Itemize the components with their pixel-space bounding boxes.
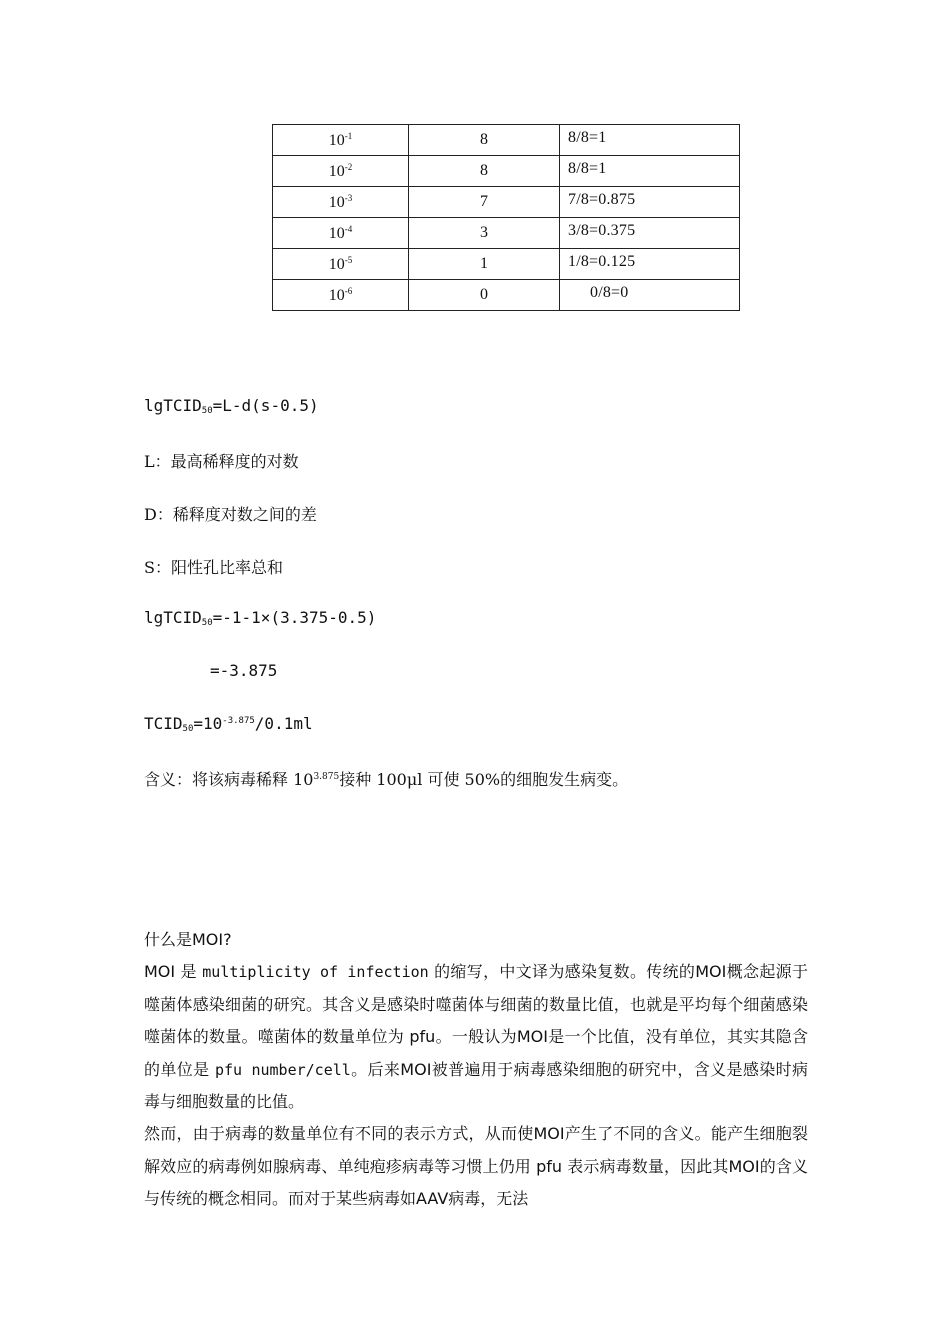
ratio-cell: 1/8=0.125 — [560, 249, 740, 280]
ratio-cell: 7/8=0.875 — [560, 187, 740, 218]
formula-line: lgTCID$_{50}$=L-d(s-0.5) — [144, 396, 319, 416]
definition-s: S：阳性孔比率总和 — [144, 558, 283, 577]
ratio-cell: 8/8=1 — [560, 156, 740, 187]
table-row — [273, 187, 740, 218]
dilution-cell: $10^{-5}$ — [273, 249, 409, 280]
positive-count-cell: 0 — [409, 280, 560, 311]
table-row — [273, 218, 740, 249]
table-row — [273, 249, 740, 280]
ratio-cell: 3/8=0.375 — [560, 218, 740, 249]
tcid50-result: $TCID_{50}=10^{-3.875}/0.1ml$ — [144, 714, 313, 734]
moi-paragraph-1: MOI 是 multiplicity of infection 的缩写，中文译为感染复数。传统的MOI概念起源于噬菌体感染细菌的研究。其含义是感染时噬菌体与细菌的数量比值，也就是平均每个细菌感染噬菌体的数量。噬菌体的数量单位为 pfu。一般认为MOI是一个比值，没有单位，其实其隐含的单位是 pfu number/cell。后来MOI被普遍用于病毒感染细胞的研究中，含义是感染时病毒与细胞数量的比值。 — [144, 962, 808, 1112]
dilution-cell: $10^{-1}$ — [273, 125, 409, 156]
moi-paragraph-2: 然而，由于病毒的数量单位有不同的表示方式，从而使MOI产生了不同的含义。能产生细胞裂解效应的病毒例如腺病毒、单纯疱疹病毒等习惯上仍用 pfu 表示病毒数量，因此其MOI的含义与传统的概念相同。而对于某些病毒如AAV病毒，无法 — [144, 1124, 808, 1209]
calculation-line: lgTCID$_{50}$=-1-1×(3.375-0.5) — [144, 608, 377, 628]
positive-count-cell: 8 — [409, 125, 560, 156]
moi-section — [144, 924, 808, 1216]
positive-count-cell: 3 — [409, 218, 560, 249]
dilution-cell: $10^{-2}$ — [273, 156, 409, 187]
positive-count-cell: 1 — [409, 249, 560, 280]
dilution-cell: $10^{-3}$ — [273, 187, 409, 218]
dilution-cell: $10^{-4}$ — [273, 218, 409, 249]
calculation-result: =-3.875 — [210, 661, 278, 680]
positive-count-cell: 7 — [409, 187, 560, 218]
definition-l: L：最高稀释度的对数 — [144, 452, 299, 471]
positive-count-cell: 8 — [409, 156, 560, 187]
moi-heading: 什么是MOI? — [144, 930, 232, 949]
meaning-line: 含义：将该病毒稀释 $10^{3.875}$接种 100μl 可使 50%的细胞发生病变。 — [144, 770, 629, 789]
table-row — [273, 280, 740, 311]
table-row — [273, 156, 740, 187]
dilution-cell: $10^{-6}$ — [273, 280, 409, 311]
ratio-cell: 8/8=1 — [560, 125, 740, 156]
ratio-cell: 0/8=0 — [560, 280, 740, 311]
table-row — [273, 125, 740, 156]
definition-d: D：稀释度对数之间的差 — [144, 505, 317, 524]
dilution-table — [272, 124, 740, 311]
